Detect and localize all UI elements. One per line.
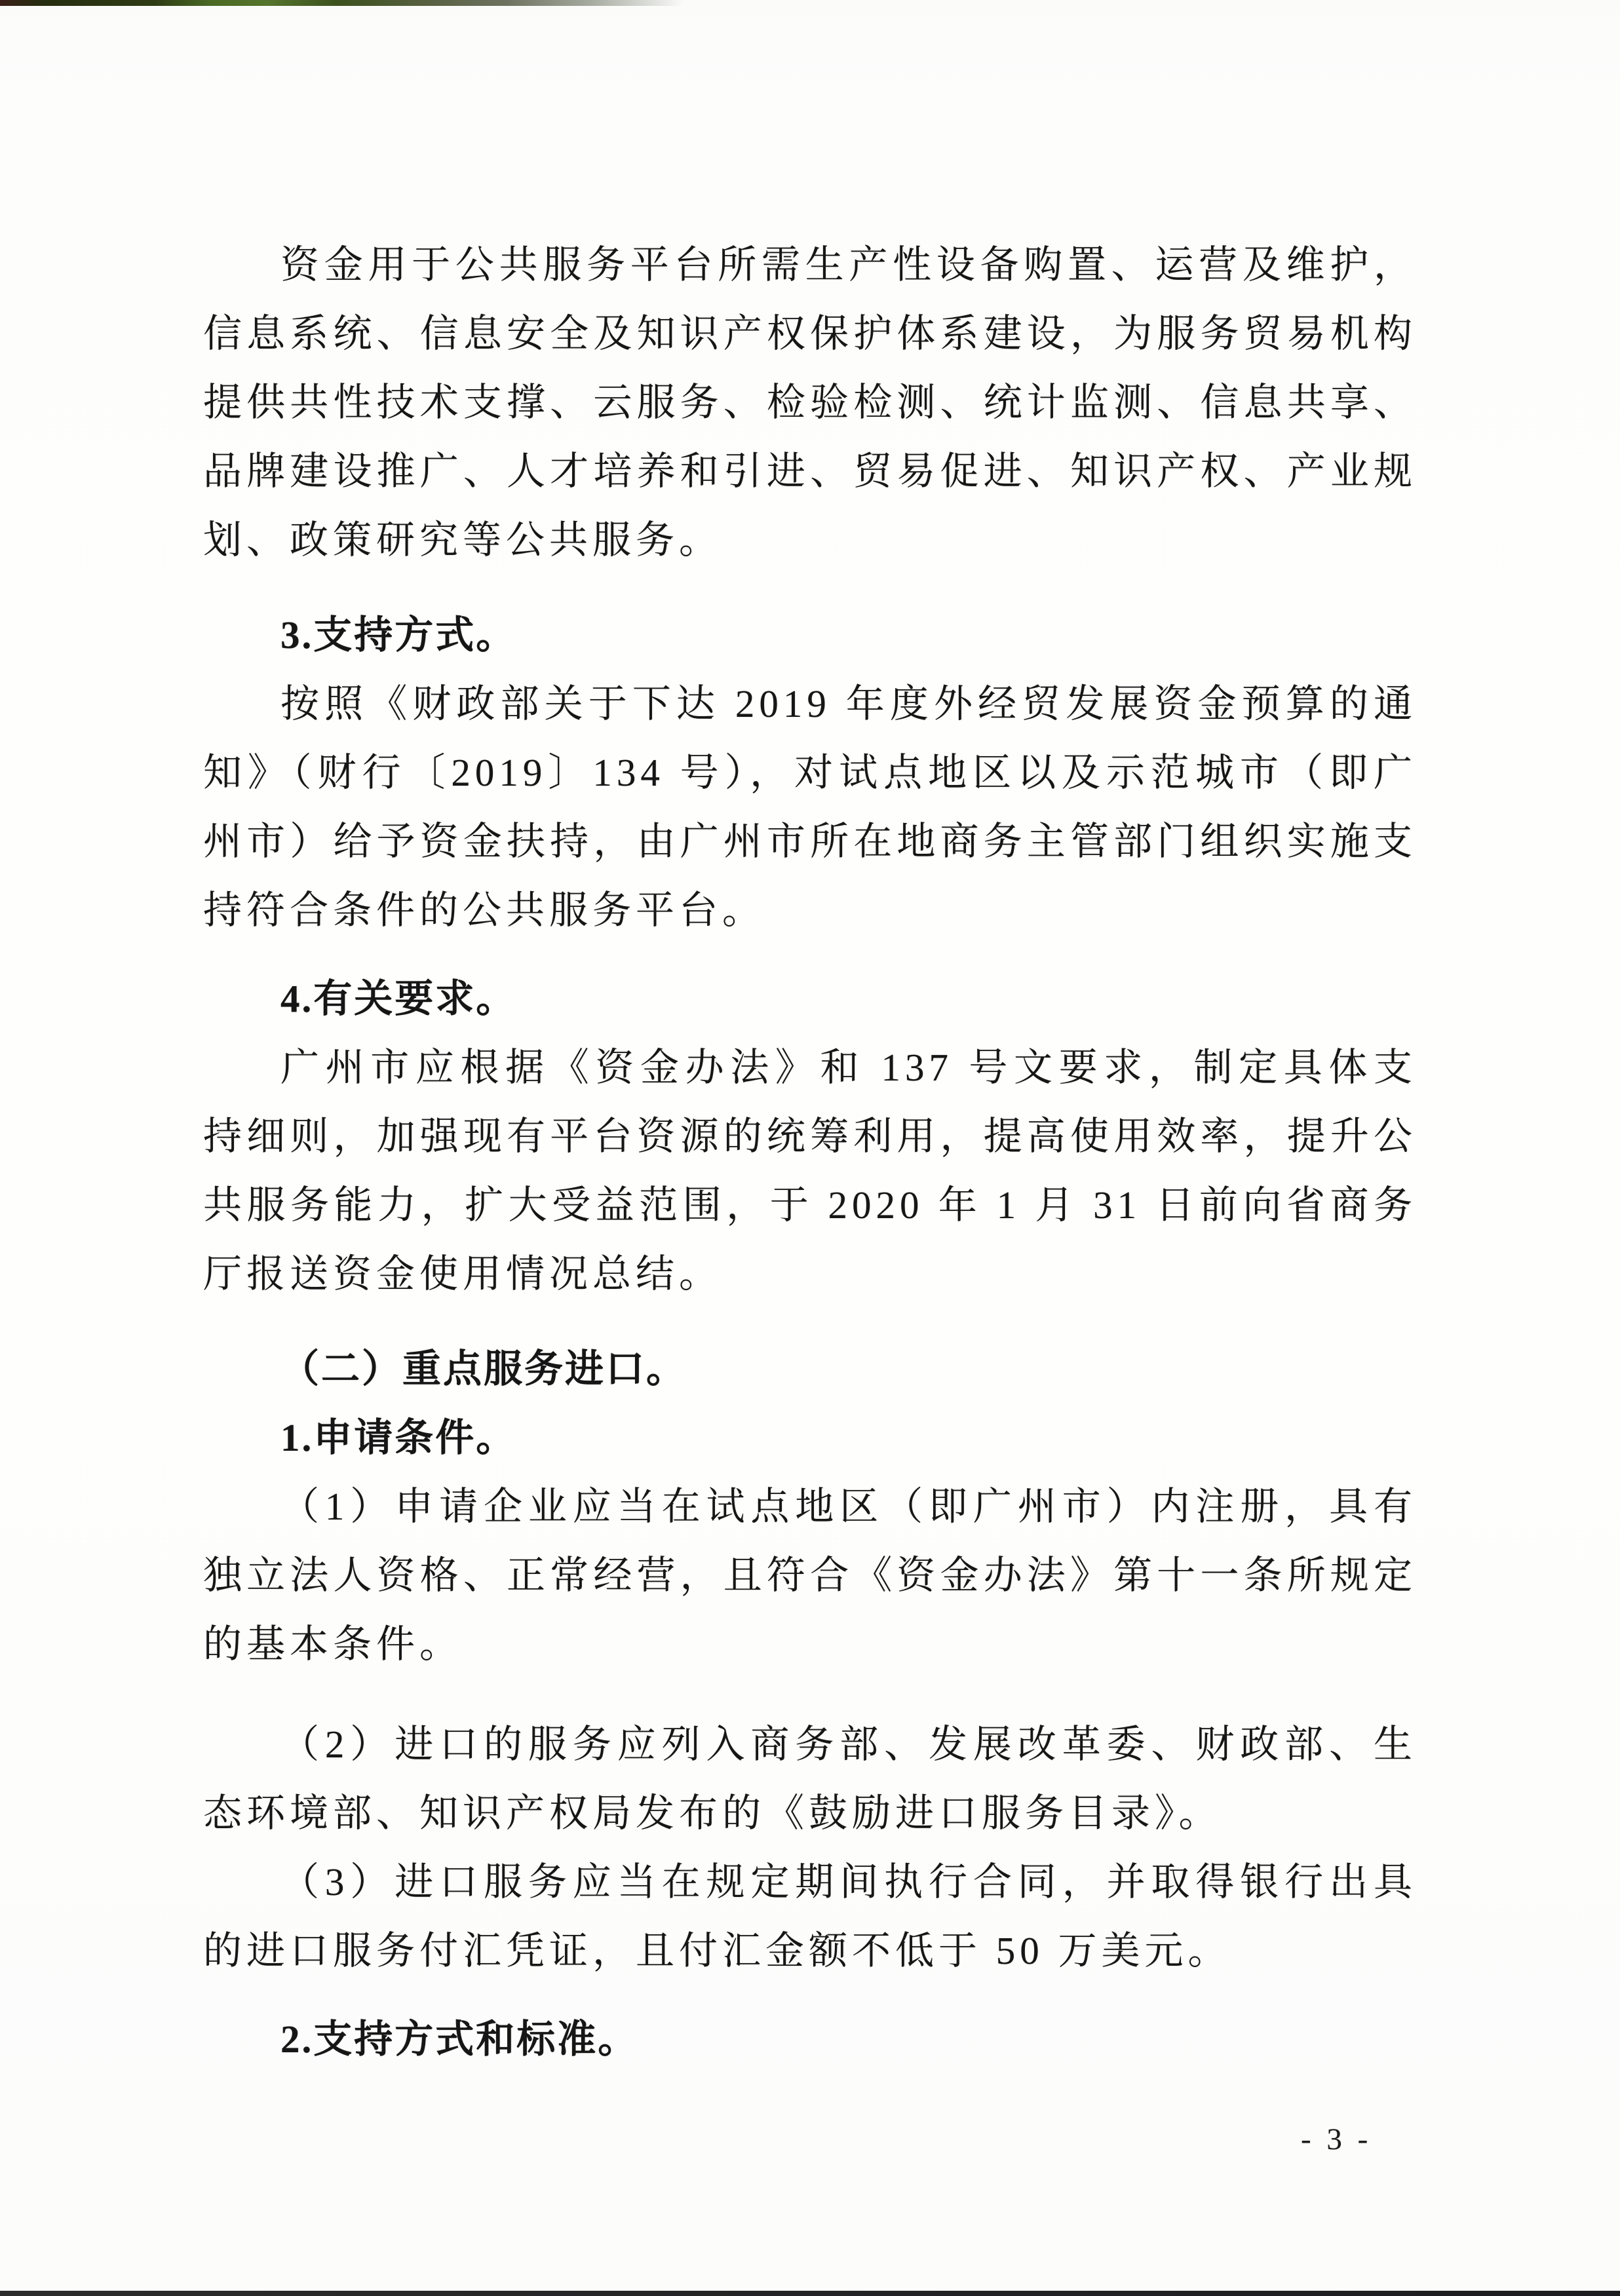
scan-edge-artifact-top [0, 0, 704, 6]
heading-4-requirements: 4.有关要求。 [280, 977, 517, 1020]
paragraph-fund-usage: 资金用于公共服务平台所需生产性设备购置、运营及维护，信息系统、信息安全及知识产权保护体系建设，为服务贸易机构提供共性技术支撑、云服务、检验检测、统计监测、信息共享、品牌建设推广、人才培养和引进、贸易促进、知识产权、产业规划、政策研究等公共服务。 [203, 243, 1417, 562]
paragraph-support-method: 按照《财政部关于下达 2019 年度外经贸发展资金预算的通知》（财行〔2019〕134 号），对试点地区以及示范城市（即广州市）给予资金扶持，由广州市所在地商务主管部门组织实施支持符合条件的公共服务平台。 [203, 682, 1417, 932]
heading-3-support-method: 3.支持方式。 [280, 613, 517, 657]
document-body [203, 231, 1417, 2074]
page-number: - 3 - [1301, 2122, 1372, 2156]
heading-1-application-conditions: 1.申请条件。 [280, 1416, 517, 1459]
paragraph-condition-3: （3）进口服务应当在规定期间执行合同，并取得银行出具的进口服务付汇凭证，且付汇金额不低于 50 万美元。 [203, 1860, 1417, 1972]
heading-2-support-method-standard: 2.支持方式和标准。 [280, 2018, 639, 2061]
paragraph-requirements: 广州市应根据《资金办法》和 137 号文要求，制定具体支持细则，加强现有平台资源的统筹利用，提高使用效率，提升公共服务能力，扩大受益范围，于 2020 年 1 月 31 日前向省商务厅报送资金使用情况总结。 [203, 1046, 1417, 1295]
heading-section2-key-service-import: （二）重点服务进口。 [280, 1347, 687, 1390]
paragraph-condition-1: （1）申请企业应当在试点地区（即广州市）内注册，具有独立法人资格、正常经营，且符合《资金办法》第十一条所规定的基本条件。 [203, 1485, 1417, 1666]
scan-edge-artifact-bottom [0, 2291, 1620, 2296]
paragraph-condition-2: （2）进口的服务应列入商务部、发展改革委、财政部、生态环境部、知识产权局发布的《鼓励进口服务目录》。 [203, 1723, 1417, 1835]
